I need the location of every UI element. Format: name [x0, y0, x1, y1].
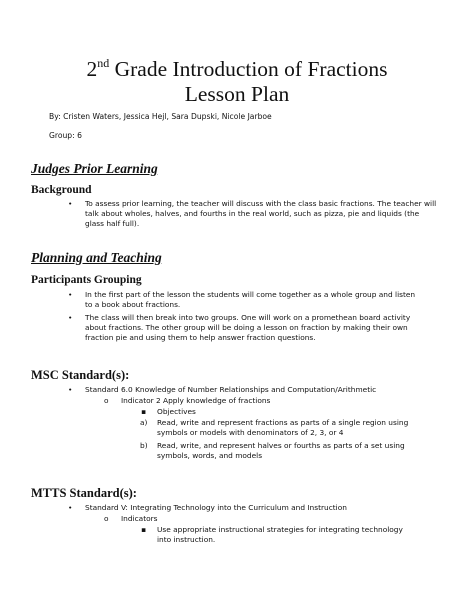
objective-a-label: a) [140, 418, 148, 427]
heading-msc-standards: MSC Standard(s): [31, 368, 130, 382]
bullet-marker: • [68, 199, 73, 208]
square-marker: ▪ [141, 525, 147, 534]
subheading-participants-grouping: Participants Grouping [31, 274, 142, 286]
bullet-marker: • [68, 290, 73, 299]
bullet-marker: • [68, 503, 73, 512]
grouping-bullet-1-text: In the first part of the lesson the students will come together as a whole group and listen to a book about fractions. [85, 290, 416, 310]
heading-mtts-standards: MTTS Standard(s): [31, 486, 137, 500]
objective-a-text: Read, write and represent fractions as parts of a single region using symbols or models with denominators of 2, 3, or 4 [157, 418, 409, 438]
msc-objectives-label: Objectives [157, 407, 196, 416]
circle-marker: o [104, 396, 109, 405]
msc-standard-text: Standard 6.0 Knowledge of Number Relationships and Computation/Arithmetic [85, 385, 377, 394]
objective-b-label: b) [140, 441, 148, 450]
bullet-marker: • [68, 313, 73, 322]
mtts-indicators-label: Indicators [121, 514, 158, 523]
authors-line: By: Cristen Waters, Jessica Hejl, Sara Dupski, Nicole Jarboe [49, 112, 272, 121]
subheading-background: Background [31, 184, 92, 196]
msc-indicator-text: Indicator 2 Apply knowledge of fractions [121, 396, 271, 405]
mtts-standard-text: Standard V: Integrating Technology into the Curriculum and Instruction [85, 503, 347, 512]
group-line: Group: 6 [49, 131, 82, 140]
background-bullet-text: To assess prior learning, the teacher will discuss with the class basic fractions. The teacher will talk about wholes, halves, and fourths in the real world, such as pizza, pie and liquids (the glass half full). [85, 199, 437, 229]
section-heading-planning-teaching: Planning and Teaching [31, 250, 162, 265]
grouping-bullet-2-text: The class will then break into two groups. One will work on a promethean board activity about fractions. The other group will be doing a lesson on fraction by making their own fraction pie and using them to help answer fraction questions. [85, 313, 411, 343]
mtts-strategy-text: Use appropriate instructional strategies for integrating technology into instruction. [157, 525, 403, 545]
document-title-line1: 2nd Grade Introduction of Fractions [86, 56, 388, 81]
document-title-line2: Lesson Plan [184, 82, 290, 106]
square-marker: ▪ [141, 407, 147, 416]
objective-b-text: Read, write, and represent halves or fourths as parts of a set using symbols, words, and models [157, 441, 405, 461]
circle-marker: o [104, 514, 109, 523]
section-heading-prior-learning: Judges Prior Learning [31, 161, 158, 176]
bullet-marker: • [68, 385, 73, 394]
